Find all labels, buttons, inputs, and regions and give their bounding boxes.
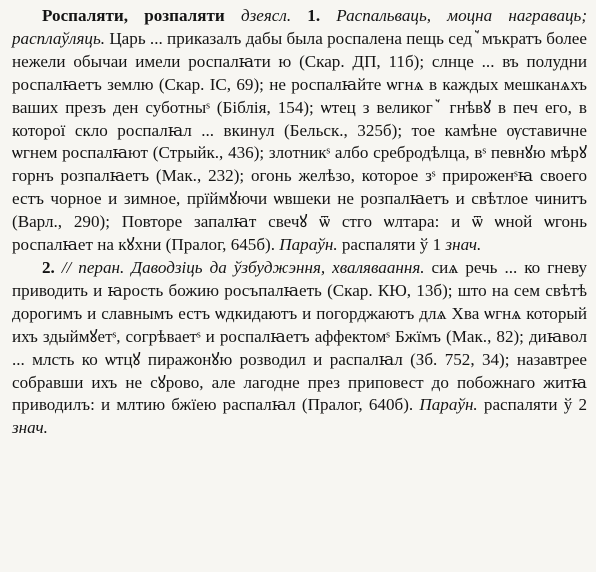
cross-reference-mark: знач.: [12, 418, 48, 438]
cross-reference-text: распаляти ў 1: [337, 235, 446, 255]
cross-reference-mark: знач.: [445, 235, 482, 255]
part-of-speech: дзеясл.: [240, 6, 292, 25]
sense-definition: Распальваць, моцна награваць; расплаўляць.: [12, 6, 588, 48]
cross-reference-text: распаляти ў 2: [477, 395, 588, 415]
sense-citations: Царь ... приказалъ дабы была роспалена пещь седꙿмъкратъ более нежели обычаи имели роспалꙗти ю (Скар. ДП, 11б); слнце ... въ полудни роспалꙗетъ землю (Скар. ІС, 69); не роспалꙗйте ѡгнѧ в каждых мешканѧхъ ваших презъ ден суботныˢ (Біблія, 154); ѡтец з великогꙿ гнѣвꙋ в печ его, в которої скло роспалꙗл ... вкинул (Бельск., 325б); тое камѣне ѹставичне ѡгнем роспалꙗют (Стрыйк., 436); злотникˢ албо сребродѣлца, вˢ певнꙋю мѣрꙋ горнъ розпалꙗетъ (Мак., 232); огонь желѣзо, которое зˢ прироженˢꙗ своего естъ чорное и зимное, прїймꙋючи ѡвшеки не розпалꙗетъ и свѣтлое чинитъ (Варл., 290); Повторе запалꙗт свечꙋ ѿ стго ѡлтара: и ѿ ѡной ѡгонь роспалꙗет на кꙋхни (Пралог, 645б).: [12, 28, 587, 255]
cross-reference-label: Параўн.: [279, 235, 338, 255]
cross-reference-label: Параўн.: [419, 395, 478, 415]
sense-definition: // перан. Даводзіць да ўзбуджэння, хваляваання.: [54, 257, 425, 277]
sense-citations: сиѧ речь ... ко гневу приводить и ꙗрость божию росъпалꙗеть (Скар. КЮ, 13б); што на сем свѣтѣ дорогимъ и славнымъ естъ ѡдкидаютъ и погорджаютъ длѧ Хва ѡгнѧ который ихъ здыймꙋетˢ, согрѣваетˢ и роспалꙗетъ аффектомˢ Бжїмъ (Мак., 82); диꙗвол ... млсть ко ѡтцꙋ пиражонꙋю розводил и распалꙗл (Зб. 752, 34); назавтрее собравши ихъ не сꙋрово, але лагодне през приповест до побожнаго житꙗ приводилъ: и млтию бжїею распалꙗл (Пралог, 640б).: [12, 257, 587, 415]
sense-number: 1.: [307, 6, 321, 25]
entry-sense-2: [12, 257, 587, 440]
entry-sense-1: [12, 5, 587, 257]
sense-number: 2.: [42, 257, 55, 277]
headword: Роспаляти, розпаляти: [42, 6, 225, 25]
